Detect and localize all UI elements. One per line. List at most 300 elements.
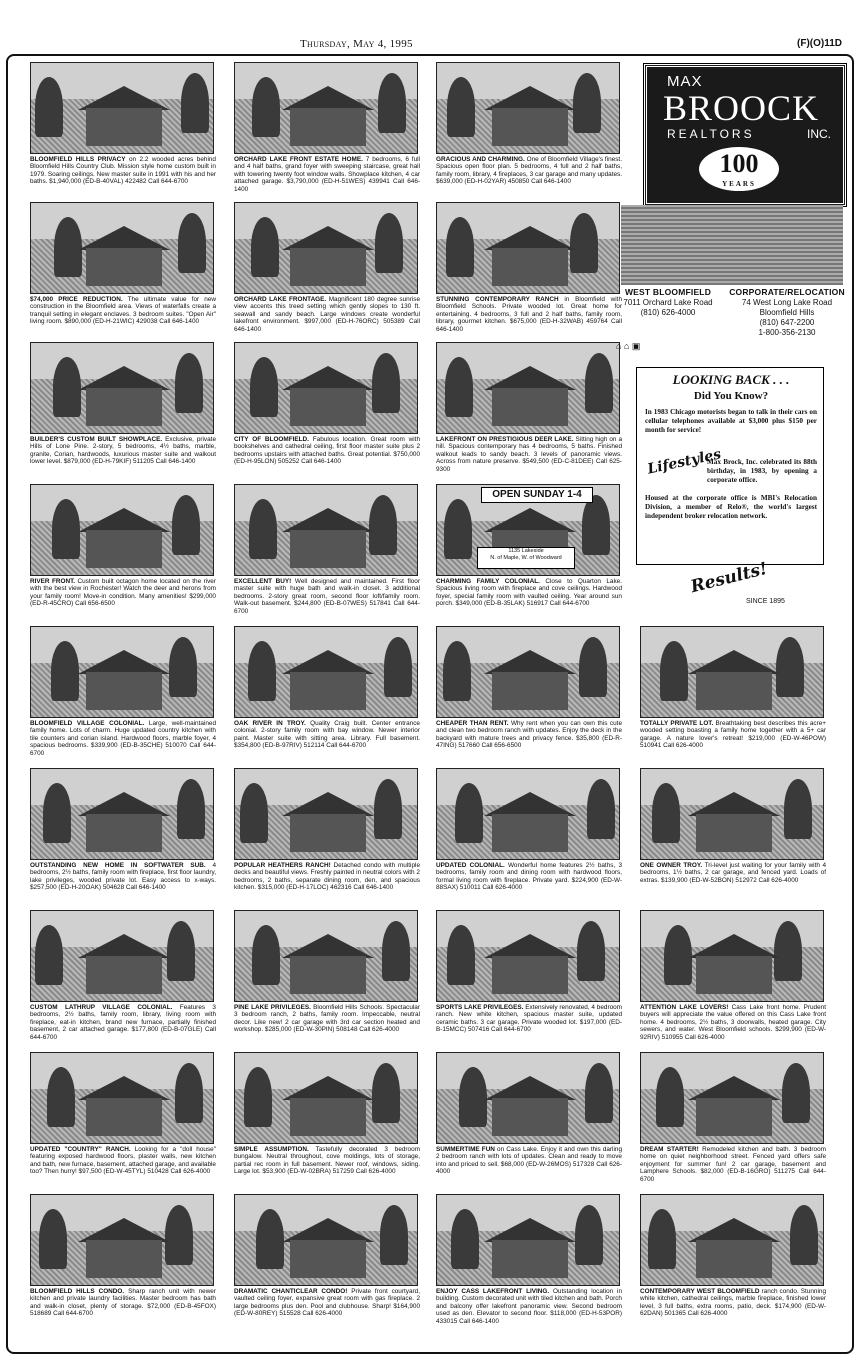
badge-number: 100 xyxy=(719,149,759,178)
listing-caption xyxy=(640,1146,826,1183)
listing-card xyxy=(30,62,216,212)
centennial-badge xyxy=(699,147,779,191)
listing-headline: BLOOMFIELD VILLAGE COLONIAL. xyxy=(30,720,145,727)
listing-card xyxy=(234,910,420,1060)
photo-tree xyxy=(372,1063,400,1123)
listing-description: Wonderful home features 2½ baths, 3 bedrooms, family room and dining room with hardwood floors, formal living room with fireplace. Private yard. $224,900 (ED-W-88SAX) 510011 Call 626-4000 xyxy=(436,862,622,892)
photo-house xyxy=(86,1240,162,1278)
photo-tree xyxy=(443,641,471,701)
listing-card xyxy=(30,342,216,492)
listing-headline: OUTSTANDING NEW HOME IN SOFTWATER SUB. xyxy=(30,862,206,869)
listing-photo xyxy=(30,1052,214,1144)
listing-card xyxy=(436,768,622,918)
photo-roof xyxy=(484,508,576,532)
listing-card xyxy=(436,1052,622,1202)
photo-tree xyxy=(181,73,209,133)
listing-description: Well designed and maintained. First floor master suite with huge bath and walk-in closet. 3 additional bedrooms. 2-story great room, second floor loft/family room. Walk-out basement. $244,800 (ED-B-07WES) 517841 Call 644-6700 xyxy=(234,578,420,615)
listing-caption xyxy=(640,720,826,750)
looking-back-fact: In 1983 Chicago motorists began to talk in their cars on cellular telephones available at $3,000 plus $150 per month for service! xyxy=(645,408,817,434)
photo-house xyxy=(492,956,568,994)
photo-house xyxy=(492,1098,568,1136)
photo-house xyxy=(696,672,772,710)
listing-caption xyxy=(436,1004,622,1034)
photo-roof xyxy=(484,792,576,816)
looking-back-title: LOOKING BACK . . . xyxy=(672,372,790,387)
photo-roof xyxy=(282,792,374,816)
photo-tree xyxy=(252,925,280,985)
listing-card xyxy=(30,910,216,1060)
office-city: Bloomfield Hills xyxy=(759,308,815,317)
photo-tree xyxy=(652,783,680,843)
listing-photo xyxy=(30,202,214,294)
listing-description: Tri-level just waiting for your family with 4 bedrooms, 1½ baths, 2 car garage, and fenced yard. Loads of extras. $139,900 (ED-W-52BON) 512972 Call 626-4000 xyxy=(640,862,826,884)
photo-roof xyxy=(78,86,170,110)
listing-card xyxy=(30,1194,216,1344)
photo-roof xyxy=(688,1218,780,1242)
photo-house xyxy=(492,672,568,710)
looking-back-relocation: Housed at the corporate office is MBI's Relocation Division, a member of Relo®, the world's largest independent broker relocation network. xyxy=(645,494,817,520)
photo-roof xyxy=(484,366,576,390)
photo-roof xyxy=(78,366,170,390)
photo-tree xyxy=(577,921,605,981)
office-name: WEST BLOOMFIELD xyxy=(624,287,712,297)
page-code: (F)(O)11D xyxy=(797,38,842,49)
photo-tree xyxy=(445,357,473,417)
listing-caption xyxy=(436,1288,622,1325)
photo-tree xyxy=(35,925,63,985)
listing-headline: UPDATED COLONIAL. xyxy=(436,862,505,869)
photo-roof xyxy=(282,1076,374,1100)
office-phone: (810) 626-4000 xyxy=(640,308,696,317)
photo-house xyxy=(86,248,162,286)
photo-tree xyxy=(587,779,615,839)
photo-tree xyxy=(248,641,276,701)
listing-description: Cass Lake front home. Prudent buyers will appreciate the value offered on this Cass Lake front home. 4 bedrooms, 2½ baths, 3 doorwalls, heated garage. City sewers, and water. West Bloomfield schools. $299,900 (ED-W-92RIV) 510955 Call 626-4000 xyxy=(640,1004,826,1041)
listing-caption xyxy=(30,1146,216,1176)
listing-headline: TOTALLY PRIVATE LOT. xyxy=(640,720,714,727)
listing-card xyxy=(234,626,420,776)
photo-tree xyxy=(175,1063,203,1123)
photo-tree xyxy=(790,1205,818,1265)
listing-caption xyxy=(436,1146,622,1176)
listing-card xyxy=(436,626,622,776)
listing-photo xyxy=(30,62,214,154)
listing-headline: POPULAR HEATHERS RANCH! xyxy=(234,862,331,869)
listing-caption xyxy=(30,156,216,186)
listing-description: 4 bedrooms, 2½ baths, family room with fireplace, first floor laundry, lake privileges, wooded private lot. Easy access to x-ways. $257,500 (ED-H-20OAK) 504628 Call 646-1400 xyxy=(30,862,216,892)
photo-tree xyxy=(378,73,406,133)
office-address: 7011 Orchard Lake Road xyxy=(623,298,713,307)
photo-tree xyxy=(447,77,475,137)
photo-roof xyxy=(282,508,374,532)
listing-photo xyxy=(234,62,418,154)
photo-tree xyxy=(575,1205,603,1265)
listing-headline: ONE OWNER TROY. xyxy=(640,862,703,869)
photo-tree xyxy=(177,779,205,839)
address-line: 1135 Lakeside xyxy=(508,548,544,554)
photo-tree xyxy=(39,1209,67,1269)
listing-caption xyxy=(234,156,420,193)
photo-house xyxy=(696,956,772,994)
listing-caption xyxy=(234,578,420,615)
photo-house xyxy=(492,248,568,286)
listing-card xyxy=(436,62,622,212)
listing-headline: ATTENTION LAKE LOVERS! xyxy=(640,1004,729,1011)
photo-roof xyxy=(282,1218,374,1242)
listing-description: Large, well-maintained family home. Lots of charm. Huge updated country kitchen with tile counters and corian island. Hardwood floors, marble foyer, 4 spacious bedrooms. $339,900 (ED-B-35CHE) 510070 Call 644-6700 xyxy=(30,720,217,757)
listing-card xyxy=(30,202,216,352)
listing-headline: PINE LAKE PRIVILEGES. xyxy=(234,1004,311,1011)
listing-caption xyxy=(234,862,420,892)
listing-headline: RIVER FRONT. xyxy=(30,578,76,585)
listing-headline: LAKEFRONT ON PRESTIGIOUS DEER LAKE. xyxy=(436,436,574,443)
since-1895: SINCE 1895 xyxy=(746,598,785,605)
listing-card xyxy=(640,1052,826,1202)
photo-house xyxy=(290,672,366,710)
photo-roof xyxy=(484,1218,576,1242)
listing-description: Tastefully decorated 3 bedroom bungalow. Neutral throughout, cove moldings, lots of storage, partial rec room in full basement. Newer roof, windows, siding. Large lot. $53,900 (ED-W-02BRA) 517259 Call 626-4000 xyxy=(234,1146,420,1176)
listing-description: Why rent when you can own this cute and clean two bedroom ranch with updates. Enjoy the deck in the backyard with mature trees and privacy fence. $35,800 (ED-R-47ING) 517660 Call 656-6500 xyxy=(436,720,622,750)
listing-card xyxy=(30,1052,216,1202)
listing-caption xyxy=(234,436,420,466)
listing-card xyxy=(234,342,420,492)
photo-tree xyxy=(582,495,610,555)
photo-house xyxy=(492,108,568,146)
listing-photo xyxy=(30,342,214,434)
photo-tree xyxy=(784,779,812,839)
photo-tree xyxy=(175,353,203,413)
page-header xyxy=(0,38,864,52)
photo-tree xyxy=(169,637,197,697)
listing-headline: OAK RIVER IN TROY. xyxy=(234,720,306,727)
listing-description: in Bloomfield with Bloomfield Schools. Private wooded lot. Great home for entertaining. 4 bedrooms, 3 full and 2 half baths, family room, library, gourmet kitchen. $675,000 (ED-H-32WAB) 459764 Call 646-1400 xyxy=(436,296,623,333)
photo-house xyxy=(290,530,366,568)
photo-house xyxy=(696,1098,772,1136)
listing-caption xyxy=(436,436,622,473)
listing-description: Features 3 bedrooms, 2½ baths, family room, library, living room with fireplace, eat-in kitchen, brand new furnace, partially finished basement, 2 car attached garage. $177,800 (ED-B-07GLE) Call 644-6700 xyxy=(30,1004,216,1041)
listing-description: Sitting high on a hill. Spacious contemporary has 4 bedrooms, 5 baths. Finished walkout leads to sandy beach. 3 levels of panoramic views. Across from nature preserve. $549,500 (ED-C-81DEE) Call 625-9300 xyxy=(436,436,623,473)
listing-headline: GRACIOUS AND CHARMING. xyxy=(436,156,525,163)
photo-house xyxy=(290,1098,366,1136)
photo-house xyxy=(86,1098,162,1136)
listing-card xyxy=(234,484,420,634)
photo-roof xyxy=(78,1218,170,1242)
photo-roof xyxy=(484,650,576,674)
listing-headline: CHEAPER THAN RENT. xyxy=(436,720,509,727)
listing-headline: SUMMERTIME FUN xyxy=(436,1146,495,1153)
photo-roof xyxy=(282,226,374,250)
open-house-address xyxy=(477,547,575,569)
listing-caption xyxy=(436,578,622,608)
photo-house xyxy=(492,1240,568,1278)
photo-roof xyxy=(688,792,780,816)
max-broock-logo xyxy=(644,64,846,206)
photo-roof xyxy=(78,1076,170,1100)
listing-photo xyxy=(436,1052,620,1144)
photo-house xyxy=(86,388,162,426)
listing-photo xyxy=(234,626,418,718)
listing-caption xyxy=(640,1288,826,1318)
listing-headline: UPDATED "COUNTRY" RANCH. xyxy=(30,1146,131,1153)
photo-tree xyxy=(167,921,195,981)
photo-roof xyxy=(282,934,374,958)
photo-roof xyxy=(282,650,374,674)
photo-tree xyxy=(384,637,412,697)
photo-tree xyxy=(380,1205,408,1265)
listing-headline: $74,000 PRICE REDUCTION. xyxy=(30,296,123,303)
listing-description: One of Bloomfield Village's finest. Spacious open floor plan. 5 bedrooms, 4 full and 2 half baths, family room, library, 4 fireplaces, 3 car garage and many updates. $639,000 (ED-H-02YAR) 450850 Call 646-1400 xyxy=(436,156,622,186)
listing-caption xyxy=(640,862,826,884)
looking-back-box xyxy=(636,367,824,565)
photo-roof xyxy=(78,650,170,674)
office-tollfree: 1-800-356-2130 xyxy=(758,328,816,337)
listing-caption xyxy=(234,720,420,750)
logo-broock: BROOCK xyxy=(663,88,820,128)
photo-tree xyxy=(585,353,613,413)
photo-tree xyxy=(648,1209,676,1269)
listing-photo xyxy=(436,62,620,154)
listing-description: Extensively renovated, 4 bedroom ranch. New white kitchen, spacious master suite, updated ceramic baths. 3 car garage. Private wooded lot. $197,000 (ED-B-15MCC) 507416 Call 644-6700 xyxy=(436,1004,623,1034)
listing-description: Sharp ranch unit with newer kitchen and private laundry facilities. Master bedroom has bath and walk-in closet, plenty of storage. $72,000 (ED-B-45FOX) 518689 Call 644-6700 xyxy=(30,1288,216,1318)
listing-card xyxy=(640,910,826,1060)
photo-tree xyxy=(573,73,601,133)
listing-card xyxy=(234,62,420,212)
listing-caption xyxy=(436,156,622,186)
photo-tree xyxy=(43,783,71,843)
photo-tree xyxy=(382,921,410,981)
listing-headline: CITY OF BLOOMFIELD. xyxy=(234,436,309,443)
listing-caption xyxy=(436,862,622,892)
lifestyles-script: Lifestyles xyxy=(646,446,723,478)
listing-photo xyxy=(436,484,620,576)
listing-description: ranch condo. Stunning white kitchen, cathedral ceilings, marble fireplace, finished lower level, 3 full baths, extra rooms, patio, deck. $174,900 (ED-W-62DAN) 501365 Call 626-4000 xyxy=(640,1288,826,1318)
listing-description: Bloomfield Hills Schools. Spectacular 3 bedroom ranch, 2 baths, family room. Impeccable, neutral decor. Like new! 2 car garage with 3rd car section heated and workshop. $285,000 (ED-W-30PIN) 508148 Call 626-4000 xyxy=(234,1004,420,1034)
photo-house xyxy=(290,248,366,286)
photo-tree xyxy=(244,1067,272,1127)
photo-tree xyxy=(660,641,688,701)
photo-house xyxy=(86,814,162,852)
logo-inc: INC. xyxy=(807,127,831,141)
listing-headline: DRAMATIC CHANTICLEAR CONDO! xyxy=(234,1288,348,1295)
photo-tree xyxy=(35,77,63,137)
photo-tree xyxy=(172,495,200,555)
listing-photo xyxy=(640,1052,824,1144)
listing-headline: EXCELLENT BUY! xyxy=(234,578,292,585)
listing-photo xyxy=(234,910,418,1002)
listing-card xyxy=(30,768,216,918)
listing-description: The ultimate value for new construction in the Bloomfield area. Views of waterfalls create a tranquil setting in elegant enclaves. 3 bedroom suites. "Open Air" living room. $890,000 (ED-H-21WIC) 429038 Call 646-1400 xyxy=(30,296,216,326)
listing-card xyxy=(436,910,622,1060)
listing-card xyxy=(640,768,826,918)
photo-tree xyxy=(585,1063,613,1123)
photo-tree xyxy=(240,783,268,843)
listing-headline: CONTEMPORARY WEST BLOOMFIELD xyxy=(640,1288,760,1295)
issue-date: Thursday, May 4, 1995 xyxy=(300,38,413,50)
listing-photo xyxy=(234,202,418,294)
photo-house xyxy=(86,956,162,994)
photo-tree xyxy=(447,925,475,985)
listing-card xyxy=(234,768,420,918)
listing-card xyxy=(234,1052,420,1202)
photo-house xyxy=(86,108,162,146)
office-address: 74 West Long Lake Road xyxy=(741,298,833,307)
listing-headline: STUNNING CONTEMPORARY RANCH xyxy=(436,296,559,303)
listing-photo xyxy=(30,768,214,860)
photo-roof xyxy=(484,86,576,110)
listing-photo xyxy=(436,1194,620,1286)
photo-house xyxy=(290,814,366,852)
listing-card xyxy=(436,1194,622,1344)
listing-description: Magnificent 180 degree sunrise view accents this treed setting which gently slopes to 130 ft. seawall and sandy beach. Large windows create wonderful lakefront environment. $997,000 (ED-H-76ORC) 505389 Call 646-1400 xyxy=(234,296,421,333)
listing-headline: SIMPLE ASSUMPTION. xyxy=(234,1146,309,1153)
listing-caption xyxy=(30,720,216,757)
photo-roof xyxy=(78,934,170,958)
photo-tree xyxy=(251,217,279,277)
listing-headline: ENJOY CASS LAKEFRONT LIVING. xyxy=(436,1288,550,1295)
listing-description: on Cass Lake. Enjoy it and own this darling 2 bedroom ranch with lots of updates. Clean and ready to move into and priced to sell. $68,000 (ED-W-26MOS) 517328 Call 626-4000 xyxy=(436,1146,622,1176)
looking-back-history: Max Brock, Inc. celebrated its 88th birthday, in 1983, by opening a corporate office. xyxy=(707,458,817,484)
listing-caption xyxy=(30,1004,216,1041)
listing-headline: SPORTS LAKE PRIVILEGES. xyxy=(436,1004,524,1011)
listing-caption xyxy=(436,720,622,750)
listing-photo xyxy=(30,1194,214,1286)
listing-card xyxy=(436,202,622,352)
photo-tree xyxy=(53,357,81,417)
listing-photo xyxy=(436,342,620,434)
listing-photo xyxy=(436,626,620,718)
listing-description: Close to Quarton Lake. Spacious living room with fireplace and cove ceilings. Hardwood foyer, special family room with vaulted ceiling. Year around sun porch. $349,000 (ED-B-35LAK) 516917 Call 644-6700 xyxy=(436,578,622,608)
listing-card xyxy=(30,626,216,776)
badge-years: YEARS xyxy=(722,180,756,188)
listing-description: Outstanding location in building. Custom decorated unit with tiled kitchen and bath. Porch and balcony offer lakefront panoramic view. Second bedroom used as den. Elevator to second floor. $118,000 (ED-H-53POR) 433015 Call 646-1400 xyxy=(436,1288,622,1325)
listing-photo xyxy=(234,342,418,434)
listing-photo xyxy=(234,768,418,860)
listing-photo xyxy=(30,910,214,1002)
listing-headline: CHARMING FAMILY COLONIAL. xyxy=(436,578,540,585)
photo-roof xyxy=(484,226,576,250)
listing-caption xyxy=(30,1288,216,1318)
listing-card xyxy=(436,342,622,492)
photo-roof xyxy=(282,366,374,390)
listing-headline: DREAM STARTER! xyxy=(640,1146,699,1153)
photo-roof xyxy=(484,934,576,958)
photo-roof xyxy=(78,508,170,532)
listing-description: Remodeled kitchen and bath. 3 bedroom home on quiet neighborhood street. Fenced yard offers safe enjoyment for summer fun! 2 car garage, basement and Lamphere Schools. $82,000 (ED-B-16GRO) 511275 Call 644-6700 xyxy=(640,1146,826,1183)
listing-headline: CUSTOM LATHRUP VILLAGE COLONIAL. xyxy=(30,1004,173,1011)
photo-tree xyxy=(256,1209,284,1269)
listing-caption xyxy=(234,1004,420,1034)
photo-tree xyxy=(252,77,280,137)
listing-photo xyxy=(30,484,214,576)
photo-house xyxy=(696,1240,772,1278)
listing-caption xyxy=(436,296,622,333)
office-phone: (810) 647-2200 xyxy=(759,318,815,327)
photo-house xyxy=(290,956,366,994)
office-listing xyxy=(612,287,846,357)
listing-caption xyxy=(234,1288,420,1318)
photo-house xyxy=(86,530,162,568)
photo-roof xyxy=(688,650,780,674)
photo-roof xyxy=(78,226,170,250)
looking-back-subtitle: Did You Know? xyxy=(693,390,769,402)
listing-caption xyxy=(234,1146,420,1176)
listing-description: on 2.2 wooded acres behind Bloomfield Hills Country Club. Mission style home custom built in 1979. Soaring ceilings. New master suite in 1991 with his and her baths. $1,940,000 (ED-B-40VAL) 422482 Call 644-6700 xyxy=(30,156,216,186)
photo-tree xyxy=(782,1063,810,1123)
photo-tree xyxy=(446,217,474,277)
listing-description: Detached condo with multiple decks and beautiful views. Freshly painted in neutral colors with 2 bedrooms, 2 baths, separate dining room, den, and spacious kitchen. $315,000 (ED-H-17LOC) 462316 Call 646-1400 xyxy=(234,862,421,892)
photo-house xyxy=(696,814,772,852)
photo-tree xyxy=(656,1067,684,1127)
photo-tree xyxy=(250,357,278,417)
listing-description: Breathtaking best describes this acre+ wooded setting boasting a family home together with a 5+ car garage. A nature lover's retreat! $219,000 (ED-W-46POW) 510941 Call 626-4000 xyxy=(640,720,826,750)
listing-caption xyxy=(640,1004,826,1041)
listing-caption xyxy=(30,436,216,466)
photo-tree xyxy=(47,1067,75,1127)
photo-tree xyxy=(52,499,80,559)
listing-description: Fabulous location. Great room with bookshelves and cathedral ceiling, first floor master suite plus 2 bedrooms upstairs with attached baths. Great potential. $750,000 (ED-H-95LON) 505252 Call 646-1400 xyxy=(234,436,420,466)
listing-description: Private front courtyard, vaulted ceiling foyer, expansive great room with gas fireplace. 2 large bedrooms plus den. Pool and clubhouse. Sharp! $164,900 (ED-W-80REY) 515528 Call 626-4000 xyxy=(234,1288,420,1318)
listing-headline: BLOOMFIELD HILLS PRIVACY xyxy=(30,156,126,163)
listing-photo xyxy=(234,1052,418,1144)
photo-house xyxy=(492,388,568,426)
listing-description: Quality Craig built. Center entrance colonial. 2-story family room with bay window. Newer interior paint. Master suite with sitting area. Library. Full basement. $354,800 (ED-B-97RIV) 512114 Call 644-6700 xyxy=(234,720,420,750)
photo-tree xyxy=(579,637,607,697)
listing-photo xyxy=(640,768,824,860)
listing-caption xyxy=(30,862,216,892)
office-west-bloomfield xyxy=(612,287,724,318)
listing-photo xyxy=(234,1194,418,1286)
photo-tree xyxy=(178,213,206,273)
photo-roof xyxy=(78,792,170,816)
office-corporate xyxy=(726,287,848,338)
photo-tree xyxy=(249,499,277,559)
listing-card xyxy=(234,1194,420,1344)
logo-max: MAX xyxy=(667,73,703,90)
listing-description: Looking for a "doll house" featuring exposed hardwood floors, plaster walls, new kitchen and bath, new furnace, basement, attached garage, and available too? Then hurry! $97,500 (ED-W-45TYL) 510428 Call 626-4000 xyxy=(30,1146,216,1176)
listing-photo xyxy=(30,626,214,718)
listing-headline: ORCHARD LAKE FRONTAGE. xyxy=(234,296,327,303)
listing-card xyxy=(436,484,622,634)
photo-tree xyxy=(374,779,402,839)
listing-caption xyxy=(30,578,216,608)
photo-roof xyxy=(688,934,780,958)
listing-description: Custom built octagon home located on the river with the best view in Rochester! Watch the deer and herons from your family room! Move-in condition. Many amenities! $299,000 (ED-R-45CRO) Call 656-6500 xyxy=(30,578,216,608)
listing-description: Exclusive, private Hills of Lone Pine. 2-story, 5 bedrooms, 4½ baths, marble, granite, Corian, hardwoods, luxurious master suite and walkout lower level. $879,000 (ED-H-79KIF) 511205 Call 646-1400 xyxy=(30,436,216,466)
listing-headline: BLOOMFIELD HILLS CONDO. xyxy=(30,1288,125,1295)
listing-photo xyxy=(640,910,824,1002)
photo-house xyxy=(86,672,162,710)
listing-description: 7 bedrooms, 6 full and 4 half baths, grand foyer with sweeping staircase, great hall with towering twenty foot window walls. Showplace kitchen, 4 car attached garage. $3,790,000 (ED-H-51WES) 439941 Call 646-1400 xyxy=(234,156,420,193)
results-word: Results! xyxy=(688,558,770,598)
listing-headline: BUILDER'S CUSTOM BUILT SHOWPLACE. xyxy=(30,436,163,443)
photo-tree xyxy=(51,641,79,701)
office-name: CORPORATE/RELOCATION xyxy=(729,287,845,297)
listing-caption xyxy=(234,296,420,333)
photo-house xyxy=(290,1240,366,1278)
photo-house xyxy=(290,388,366,426)
listing-photo xyxy=(436,202,620,294)
photo-roof xyxy=(484,1076,576,1100)
listing-card xyxy=(640,1194,826,1344)
listing-headline: ORCHARD LAKE FRONT ESTATE HOME. xyxy=(234,156,363,163)
listing-photo xyxy=(640,626,824,718)
logo-realtors: REALTORS xyxy=(667,127,755,141)
listing-card xyxy=(640,626,826,776)
photo-tree xyxy=(375,213,403,273)
photo-tree xyxy=(459,1067,487,1127)
photo-tree xyxy=(451,1209,479,1269)
photo-roof xyxy=(282,86,374,110)
